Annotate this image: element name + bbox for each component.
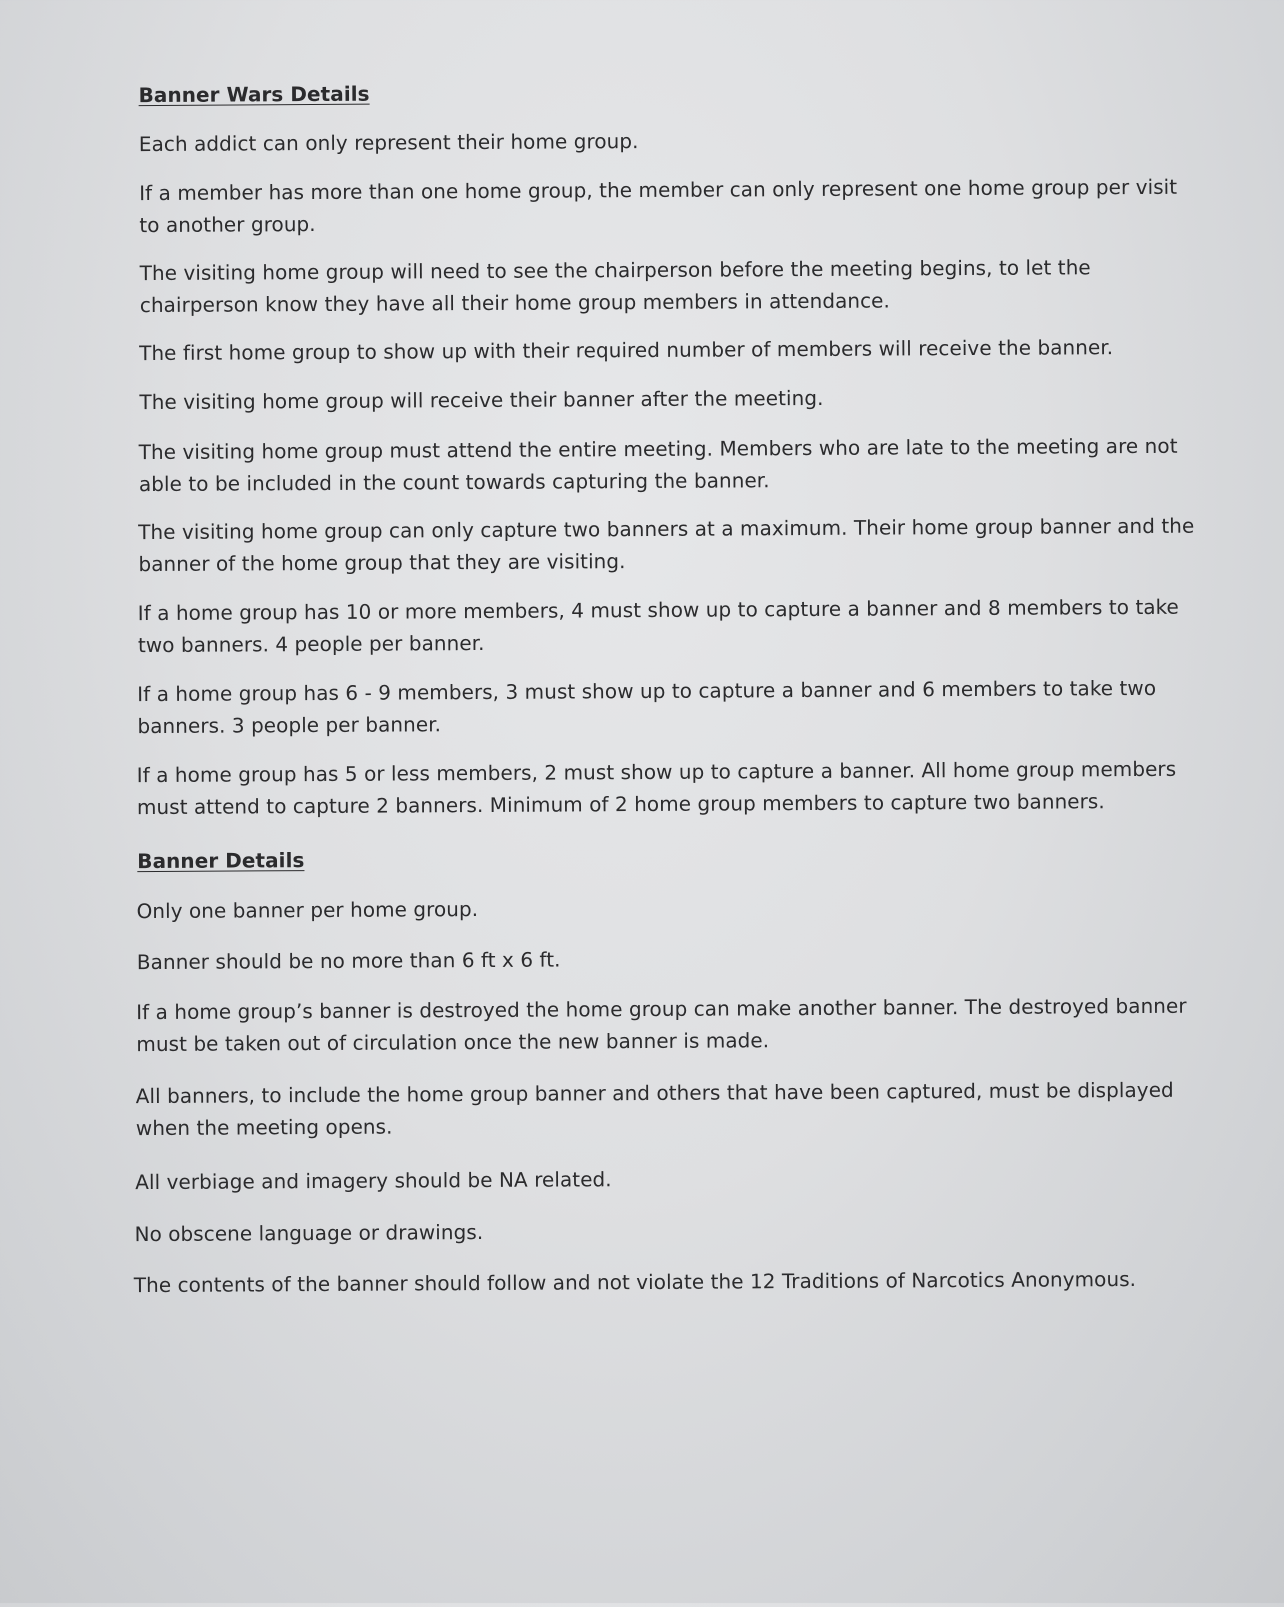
paragraph-line: If a home group has 10 or more members, 4 must show up to capture a banner and 8 members to take bbox=[137, 594, 1179, 626]
paragraph-line: The visiting home group can only capture two banners at a maximum. Their home group banner and the bbox=[138, 513, 1195, 545]
rule-paragraph bbox=[137, 944, 561, 979]
paragraph-line: must attend to capture 2 banners. Minimum of 2 home group members to capture two banners. bbox=[136, 789, 1105, 820]
rule-paragraph bbox=[138, 591, 1180, 661]
rule-paragraph bbox=[136, 990, 1187, 1060]
section-heading-banner-details: Banner Details bbox=[137, 848, 305, 874]
section-heading-banner-wars-details: Banner Wars Details bbox=[138, 81, 370, 108]
rule-paragraph bbox=[137, 753, 1177, 823]
paragraph-line: If a home group has 6 - 9 members, 3 must show up to capture a banner and 6 members to take two bbox=[137, 675, 1157, 707]
paragraph-line: The first home group to show up with their required number of members will receive the banner. bbox=[139, 335, 1114, 366]
paragraph-line: The visiting home group must attend the entire meeting. Members who are late to the meeting are not bbox=[138, 433, 1178, 465]
rule-paragraph bbox=[139, 171, 1177, 241]
paragraph-line: able to be included in the count towards capturing the banner. bbox=[138, 468, 770, 497]
paragraph-line: Each addict can only represent their home group. bbox=[138, 129, 639, 157]
paragraph-line: chairperson know they have all their home group members in attendance. bbox=[139, 288, 890, 318]
rule-paragraph bbox=[137, 672, 1156, 742]
paragraph-line: Only one banner per home group. bbox=[136, 897, 479, 924]
rule-paragraph bbox=[134, 1263, 1136, 1301]
paragraph-line: banners. 3 people per banner. bbox=[137, 712, 442, 739]
rule-paragraph bbox=[139, 331, 1113, 369]
rule-paragraph bbox=[138, 510, 1194, 580]
paragraph-line: If a home group has 5 or less members, 2 must show up to capture a banner. All home group members bbox=[136, 756, 1177, 788]
paragraph-line: No obscene language or drawings. bbox=[134, 1219, 484, 1247]
paragraph-line: The visiting home group will receive their banner after the meeting. bbox=[139, 385, 824, 415]
paragraph-line: All verbiage and imagery should be NA related. bbox=[135, 1167, 612, 1195]
paragraph-line: banner of the home group that they are visiting. bbox=[138, 549, 626, 577]
paragraph-line: The contents of the banner should follow and not violate the 12 Traditions of Narcotics Anonymous. bbox=[133, 1267, 1137, 1298]
paragraph-line: The visiting home group will need to see the chairperson before the meeting begins, to let the bbox=[139, 255, 1091, 286]
rule-paragraph bbox=[139, 382, 823, 418]
paragraph-line: Banner should be no more than 6 ft x 6 ft. bbox=[136, 947, 561, 975]
rule-paragraph bbox=[139, 430, 1178, 500]
rule-paragraph bbox=[139, 125, 639, 160]
paragraph-line: to another group. bbox=[139, 211, 316, 238]
paragraph-line: two banners. 4 people per banner. bbox=[137, 630, 485, 658]
rule-paragraph bbox=[136, 893, 478, 927]
paragraph-line: If a home group’s banner is destroyed the home group can make another banner. The destroyed banner bbox=[136, 993, 1187, 1025]
rule-paragraph bbox=[134, 1216, 483, 1250]
rule-paragraph bbox=[140, 251, 1091, 321]
paragraph-line: If a member has more than one home group, the member can only represent one home group per visit bbox=[139, 174, 1178, 206]
paragraph-line: when the meeting opens. bbox=[135, 1114, 393, 1141]
rule-paragraph bbox=[135, 1163, 612, 1198]
paragraph-line: must be taken out of circulation once the new banner is made. bbox=[136, 1028, 770, 1057]
rule-paragraph bbox=[136, 1074, 1174, 1144]
paragraph-line: All banners, to include the home group banner and others that have been captured, must be displayed bbox=[135, 1077, 1174, 1109]
